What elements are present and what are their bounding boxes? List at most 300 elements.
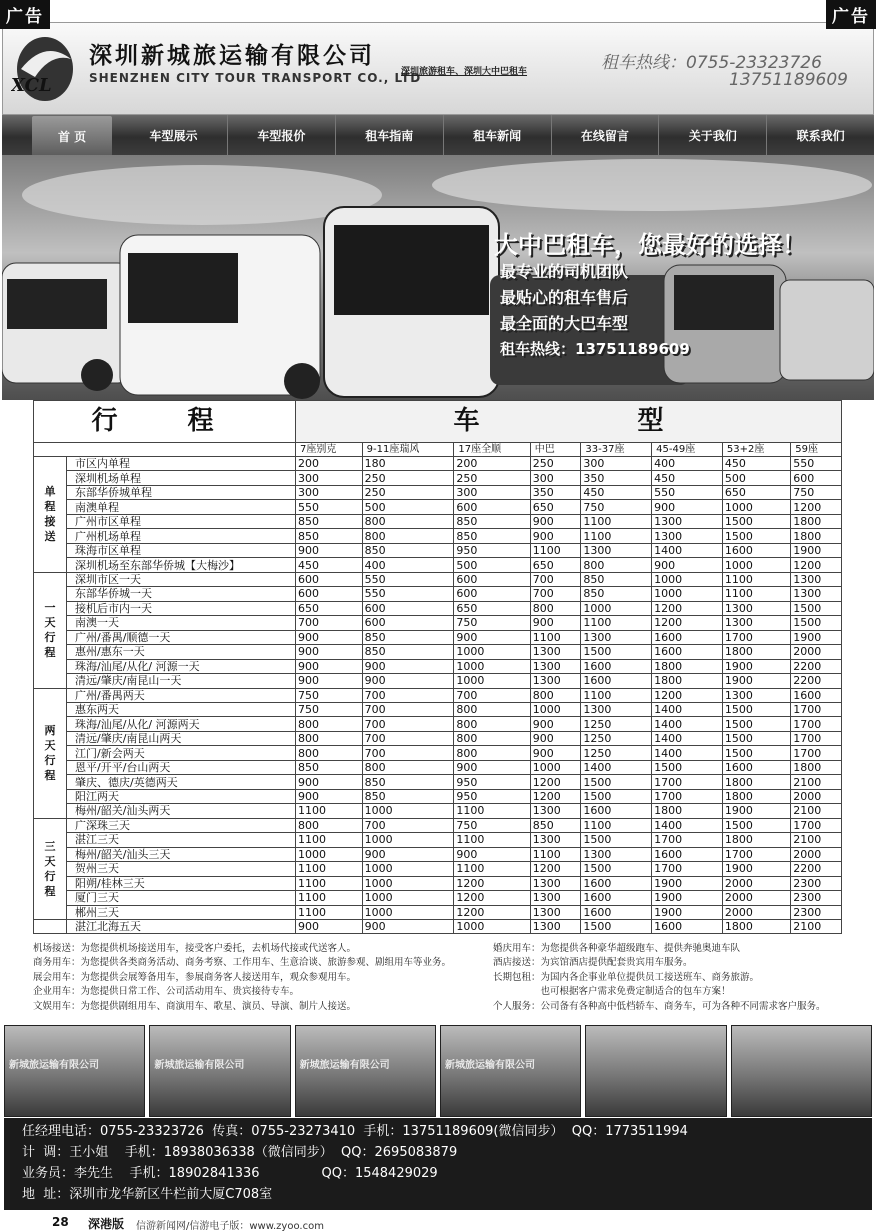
price-cell: 1000 (362, 833, 454, 847)
price-cell: 600 (362, 601, 454, 615)
price-cell: 1300 (581, 543, 652, 557)
price-cell: 2300 (791, 876, 842, 890)
price-cell: 700 (362, 746, 454, 760)
vehicle-type-0: 7座别克 (296, 443, 363, 457)
table-row (34, 674, 842, 688)
price-cell: 1100 (581, 818, 652, 832)
price-cell: 650 (530, 558, 581, 572)
logo-text: XCL (11, 75, 52, 96)
price-cell: 1900 (652, 905, 723, 919)
price-cell: 1700 (791, 717, 842, 731)
company-name-en: SHENZHEN CITY TOUR TRANSPORT CO., LTD (89, 71, 422, 85)
table-row (34, 833, 842, 847)
nav-guide[interactable]: 租车指南 (336, 115, 444, 155)
price-cell: 1500 (722, 717, 790, 731)
route-cell: 深圳市区一天 (67, 572, 296, 586)
route-cell: 珠海/汕尾/从化/ 河源一天 (67, 659, 296, 673)
price-cell: 550 (296, 500, 363, 514)
price-cell: 1700 (652, 833, 723, 847)
price-cell: 1100 (581, 616, 652, 630)
price-cell: 1500 (722, 529, 790, 543)
header-vehicle-type: 车 型 (296, 401, 842, 443)
price-cell: 550 (652, 485, 723, 499)
route-cell: 广州/番禺/顺德一天 (67, 630, 296, 644)
price-cell: 1000 (581, 601, 652, 615)
vehicle-photo[interactable] (731, 1025, 872, 1117)
price-cell: 800 (530, 601, 581, 615)
price-cell: 650 (722, 485, 790, 499)
price-cell: 2000 (791, 789, 842, 803)
price-cell: 950 (454, 775, 530, 789)
price-cell: 1900 (791, 630, 842, 644)
table-row (34, 702, 842, 716)
price-cell: 1700 (722, 847, 790, 861)
price-cell: 1800 (791, 514, 842, 528)
nav-about[interactable]: 关于我们 (659, 115, 767, 155)
table-row (34, 471, 842, 485)
price-cell: 450 (581, 485, 652, 499)
price-cell: 800 (296, 746, 363, 760)
price-cell: 1600 (581, 674, 652, 688)
price-cell: 1500 (722, 702, 790, 716)
price-cell: 1100 (296, 891, 363, 905)
price-cell: 850 (581, 587, 652, 601)
price-cell: 900 (530, 731, 581, 745)
source-label[interactable]: 信游新闻网/信游电子版：www.zyoo.com (136, 1221, 324, 1232)
price-cell: 1300 (530, 645, 581, 659)
table-row (34, 804, 842, 818)
price-cell: 600 (454, 587, 530, 601)
price-cell: 450 (652, 471, 723, 485)
route-cell: 阳朔/桂林三天 (67, 876, 296, 890)
price-cell: 800 (296, 717, 363, 731)
nav-home[interactable]: 首 页 (32, 116, 112, 156)
price-cell: 2200 (791, 659, 842, 673)
price-cell: 1000 (454, 920, 530, 934)
price-cell: 1000 (362, 891, 454, 905)
price-cell: 1700 (722, 630, 790, 644)
price-cell: 1800 (652, 674, 723, 688)
price-cell: 1600 (791, 688, 842, 702)
price-cell: 1100 (581, 688, 652, 702)
nav-models[interactable]: 车型展示 (120, 115, 228, 155)
notes-left (33, 942, 513, 1014)
price-cell: 2200 (791, 862, 842, 876)
price-cell: 1300 (530, 659, 581, 673)
price-cell: 1100 (296, 804, 363, 818)
price-cell: 1800 (652, 804, 723, 818)
price-cell: 1800 (791, 760, 842, 774)
price-cell: 750 (581, 500, 652, 514)
price-cell: 800 (296, 818, 363, 832)
category-cell: 三天行程 (34, 818, 67, 919)
route-cell: 广州机场单程 (67, 529, 296, 543)
price-cell: 1900 (722, 804, 790, 818)
price-cell: 1500 (791, 601, 842, 615)
price-cell: 1000 (530, 760, 581, 774)
price-cell: 1500 (722, 818, 790, 832)
price-cell: 1800 (722, 645, 790, 659)
price-cell: 300 (296, 471, 363, 485)
price-cell: 1700 (791, 746, 842, 760)
route-cell: 阳江两天 (67, 789, 296, 803)
table-row (34, 905, 842, 919)
price-cell: 1000 (530, 702, 581, 716)
vehicle-photo[interactable] (440, 1025, 581, 1117)
price-cell: 1500 (791, 616, 842, 630)
price-cell: 800 (454, 717, 530, 731)
price-cell: 1800 (722, 775, 790, 789)
nav-news[interactable]: 租车新闻 (444, 115, 552, 155)
price-cell: 1900 (652, 891, 723, 905)
vehicle-type-6: 53+2座 (722, 443, 790, 457)
price-cell: 900 (454, 847, 530, 861)
price-cell: 2000 (722, 905, 790, 919)
price-cell: 1000 (362, 876, 454, 890)
price-cell: 700 (530, 572, 581, 586)
price-cell: 900 (454, 630, 530, 644)
table-row (34, 688, 842, 702)
contact-sales: 业务员：李先生 手机：18902841336 QQ：1548429029 (22, 1166, 438, 1181)
nav-prices[interactable]: 车型报价 (228, 115, 336, 155)
price-cell: 550 (791, 457, 842, 471)
price-cell: 1200 (791, 558, 842, 572)
contact-manager: 任经理电话：0755-23323726 传真：0755-23273410 手机：13751189609(微信同步） QQ：1773511994 (22, 1124, 688, 1139)
route-cell: 湛江三天 (67, 833, 296, 847)
banner-line-1: 最专业的司机团队 (500, 262, 629, 281)
price-cell: 1700 (652, 862, 723, 876)
price-cell: 900 (296, 789, 363, 803)
price-cell: 800 (362, 529, 454, 543)
price-cell: 1300 (581, 630, 652, 644)
route-cell: 南澳一天 (67, 616, 296, 630)
price-cell: 850 (296, 529, 363, 543)
price-cell: 1300 (530, 905, 581, 919)
price-cell: 1600 (652, 645, 723, 659)
price-cell: 250 (362, 471, 454, 485)
route-cell: 清远/肇庆/南昆山两天 (67, 731, 296, 745)
price-cell: 1600 (581, 891, 652, 905)
price-cell: 1900 (722, 659, 790, 673)
table-row (34, 587, 842, 601)
price-cell: 180 (362, 457, 454, 471)
price-cell: 1300 (722, 688, 790, 702)
price-cell: 250 (362, 485, 454, 499)
price-cell: 1500 (581, 920, 652, 934)
price-cell: 1300 (530, 876, 581, 890)
route-cell: 惠东两天 (67, 702, 296, 716)
price-cell: 1200 (652, 601, 723, 615)
price-cell: 900 (296, 630, 363, 644)
price-cell: 900 (296, 543, 363, 557)
site-header (2, 22, 874, 115)
price-cell: 1400 (652, 717, 723, 731)
route-cell: 广州/番禺两天 (67, 688, 296, 702)
price-cell: 1100 (530, 847, 581, 861)
price-cell: 900 (362, 920, 454, 934)
table-row (34, 572, 842, 586)
price-cell: 1000 (722, 558, 790, 572)
price-table-wrap (33, 400, 842, 936)
table-row (34, 876, 842, 890)
price-cell: 200 (454, 457, 530, 471)
table-row (34, 775, 842, 789)
price-cell: 900 (530, 717, 581, 731)
table-row (34, 731, 842, 745)
price-cell: 300 (581, 457, 652, 471)
price-cell: 1500 (581, 775, 652, 789)
price-cell: 1300 (530, 891, 581, 905)
nav-contact[interactable]: 联系我们 (796, 128, 845, 143)
note-line: 长期包租：为国内各企事业单位提供员工接送班车、商务旅游。 (493, 971, 760, 983)
price-cell: 850 (296, 514, 363, 528)
header-tagline[interactable]: 深圳旅游租车、深圳大中巴租车 (401, 67, 528, 77)
price-cell: 800 (454, 731, 530, 745)
price-cell: 950 (454, 543, 530, 557)
price-cell: 400 (362, 558, 454, 572)
ad-label-left: 广告 (0, 0, 50, 29)
price-cell: 1300 (652, 514, 723, 528)
price-cell: 1100 (296, 905, 363, 919)
route-cell: 厦门三天 (67, 891, 296, 905)
price-cell: 550 (362, 572, 454, 586)
vehicle-photo[interactable] (4, 1025, 145, 1117)
price-cell: 750 (296, 688, 363, 702)
route-cell: 深圳机场单程 (67, 471, 296, 485)
price-cell: 1500 (581, 862, 652, 876)
table-row (34, 760, 842, 774)
price-cell: 1000 (362, 862, 454, 876)
price-cell: 1300 (791, 587, 842, 601)
price-cell: 1600 (652, 920, 723, 934)
price-cell: 1000 (362, 905, 454, 919)
price-cell: 850 (362, 630, 454, 644)
company-name-cn: 深圳新城旅运输有限公司 (89, 42, 375, 69)
vehicle-photo[interactable] (295, 1025, 436, 1117)
price-cell: 1700 (791, 731, 842, 745)
price-cell: 350 (581, 471, 652, 485)
price-cell: 300 (454, 485, 530, 499)
price-cell: 1000 (296, 847, 363, 861)
route-cell: 接机后市内一天 (67, 601, 296, 615)
price-cell: 1300 (530, 804, 581, 818)
price-cell: 1100 (454, 804, 530, 818)
price-cell: 750 (454, 616, 530, 630)
banner-line-3: 最全面的大巴车型 (500, 314, 629, 333)
price-cell: 250 (530, 457, 581, 471)
price-cell: 2300 (791, 905, 842, 919)
price-cell: 800 (362, 514, 454, 528)
price-cell: 1300 (791, 572, 842, 586)
price-cell: 1600 (722, 543, 790, 557)
table-row (34, 601, 842, 615)
price-cell: 400 (652, 457, 723, 471)
price-cell: 1200 (454, 876, 530, 890)
note-line: 展会用车：为您提供会展筹备用车，参展商务客人接送用车，观众参观用车。 (33, 971, 357, 983)
contact-bar (4, 1118, 872, 1210)
price-cell: 850 (362, 543, 454, 557)
price-cell: 2100 (791, 775, 842, 789)
price-cell: 900 (296, 659, 363, 673)
price-cell: 800 (530, 688, 581, 702)
contact-dispatcher: 计 调：王小姐 手机：18938036338（微信同步） QQ：2695083879 (22, 1145, 458, 1160)
price-cell: 950 (454, 789, 530, 803)
price-cell: 650 (454, 601, 530, 615)
price-cell: 1400 (581, 760, 652, 774)
price-cell: 1100 (296, 833, 363, 847)
price-cell: 900 (530, 514, 581, 528)
price-cell: 1100 (454, 862, 530, 876)
price-cell: 200 (296, 457, 363, 471)
vehicle-type-3: 中巴 (530, 443, 581, 457)
bus-illustration (2, 155, 874, 400)
price-cell: 900 (296, 775, 363, 789)
table-row (34, 514, 842, 528)
price-cell: 1900 (652, 876, 723, 890)
banner-slogan: 大中巴租车，您最好的选择！ (494, 231, 806, 259)
price-cell: 1200 (454, 905, 530, 919)
table-row (34, 847, 842, 861)
table-row (34, 630, 842, 644)
vehicle-photo[interactable] (585, 1025, 726, 1117)
price-cell: 700 (362, 688, 454, 702)
banner-line-2: 最贴心的租车售后 (500, 288, 629, 307)
price-cell: 1250 (581, 731, 652, 745)
price-table (33, 400, 842, 934)
price-cell: 750 (296, 702, 363, 716)
price-cell: 850 (296, 760, 363, 774)
header-hotline: 租车热线：0755-23323726 (601, 53, 822, 73)
note-line: 婚庆用车：为您提供各种豪华超级跑车、提供奔驰奥迪车队 (493, 943, 741, 954)
price-cell: 1200 (652, 616, 723, 630)
price-cell: 600 (454, 500, 530, 514)
price-cell: 2000 (722, 891, 790, 905)
price-cell: 1400 (652, 731, 723, 745)
table-row (34, 746, 842, 760)
price-cell: 900 (454, 760, 530, 774)
price-cell: 1300 (530, 833, 581, 847)
notes-right (493, 942, 853, 1014)
table-row (34, 659, 842, 673)
table-row (34, 920, 842, 934)
price-cell: 600 (296, 587, 363, 601)
price-cell: 700 (530, 587, 581, 601)
note-line: 机场接送：为您提供机场接送用车，接受客户委托，去机场代接或代送客人。 (33, 943, 357, 954)
price-cell: 1000 (362, 804, 454, 818)
price-cell: 2000 (791, 645, 842, 659)
vehicle-type-row (34, 443, 842, 457)
price-cell: 700 (362, 702, 454, 716)
note-line: 个人服务：公司备有各种高中低档轿车、商务车，可为各种不同需求客户服务。 (493, 1000, 826, 1012)
vehicle-photo[interactable] (149, 1025, 290, 1117)
photo-watermark: 新城旅运输有限公司 (9, 1060, 99, 1071)
contact-address: 地 址：深圳市龙华新区牛栏前大厦C708室 (22, 1187, 273, 1202)
price-cell: 700 (296, 616, 363, 630)
table-row (34, 789, 842, 803)
vehicle-type-7: 59座 (791, 443, 842, 457)
price-cell: 1600 (581, 905, 652, 919)
price-cell: 1500 (722, 746, 790, 760)
photo-watermark: 新城旅运输有限公司 (154, 1060, 245, 1071)
price-cell: 1700 (652, 775, 723, 789)
table-row (34, 891, 842, 905)
price-cell: 1000 (454, 645, 530, 659)
price-cell: 2100 (791, 833, 842, 847)
note-line: 商务用车：为您提供各类商务活动、商务考察、工作用车、生意洽谈、旅游参观、剧组用车等业务。 (33, 957, 452, 969)
price-cell: 450 (722, 457, 790, 471)
price-cell: 500 (454, 558, 530, 572)
price-cell: 300 (530, 471, 581, 485)
note-line: 企业用车：为您提供日常工作、公司活动用车、贵宾接待专车。 (33, 986, 300, 998)
price-cell: 1250 (581, 717, 652, 731)
route-cell: 肇庆、德庆/英德两天 (67, 775, 296, 789)
route-cell: 广深珠三天 (67, 818, 296, 832)
price-cell: 850 (454, 529, 530, 543)
route-cell: 南澳单程 (67, 500, 296, 514)
hero-banner (2, 155, 874, 400)
price-cell: 800 (454, 702, 530, 716)
price-cell: 1800 (722, 920, 790, 934)
vehicle-photos (4, 1025, 872, 1117)
xcl-logo-icon (11, 29, 77, 107)
price-cell: 850 (581, 572, 652, 586)
price-cell: 700 (362, 731, 454, 745)
vehicle-type-1: 9-11座瑞风 (362, 443, 454, 457)
price-cell: 900 (296, 674, 363, 688)
price-cell: 900 (652, 558, 723, 572)
table-row (34, 529, 842, 543)
price-cell: 700 (362, 717, 454, 731)
price-cell: 1400 (652, 746, 723, 760)
table-row (34, 862, 842, 876)
route-cell: 清远/肇庆/南昆山一天 (67, 674, 296, 688)
route-cell: 珠海市区单程 (67, 543, 296, 557)
price-cell: 1300 (581, 702, 652, 716)
nav-message[interactable]: 在线留言 (552, 115, 660, 155)
price-cell: 1800 (652, 659, 723, 673)
route-cell: 梅州/韶关/汕头三天 (67, 847, 296, 861)
price-cell: 1600 (581, 659, 652, 673)
table-row (34, 616, 842, 630)
price-cell: 900 (530, 746, 581, 760)
price-cell: 1500 (652, 760, 723, 774)
price-cell: 1000 (652, 587, 723, 601)
route-cell: 深圳机场至东部华侨城【大梅沙】 (67, 558, 296, 572)
route-cell: 广州市区单程 (67, 514, 296, 528)
price-cell: 900 (296, 920, 363, 934)
table-row (34, 558, 842, 572)
price-cell: 1600 (581, 804, 652, 818)
price-cell: 1100 (530, 543, 581, 557)
table-header-row (34, 401, 842, 443)
price-cell: 1200 (530, 862, 581, 876)
route-cell: 东部华侨城一天 (67, 587, 296, 601)
price-cell: 1100 (722, 587, 790, 601)
category-cell: 两天行程 (34, 688, 67, 818)
price-cell: 600 (454, 572, 530, 586)
ad-label-right: 广告 (826, 0, 876, 29)
price-cell: 1100 (530, 630, 581, 644)
price-cell: 1300 (530, 920, 581, 934)
price-cell: 1400 (652, 702, 723, 716)
price-cell: 650 (296, 601, 363, 615)
price-cell: 300 (296, 485, 363, 499)
price-cell: 500 (722, 471, 790, 485)
price-cell: 700 (362, 818, 454, 832)
price-cell: 1200 (530, 775, 581, 789)
note-line: 酒店接送：为宾馆酒店提供配套贵宾用车服务。 (493, 957, 693, 969)
price-cell: 1000 (454, 659, 530, 673)
